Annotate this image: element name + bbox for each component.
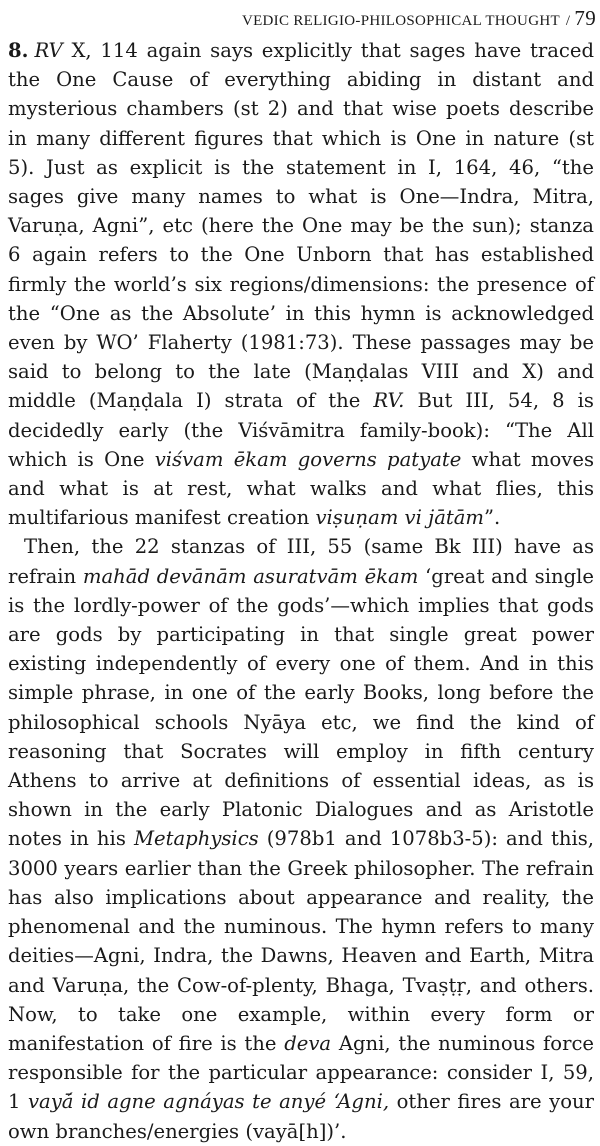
italic-text: vayā́ id agne agnáyas te anyé ‘Agni, (27, 1090, 390, 1114)
italic-text: governs patyate (297, 447, 462, 471)
text-run (287, 448, 297, 471)
text-run: other fires are your own branches/energies (vayā[h])’. (8, 1090, 594, 1143)
paragraph-8 (8, 36, 594, 532)
text-run: Then, the 22 stanzas of III, 55 (same Bk III) have as refrain (8, 535, 594, 588)
italic-text: viṣuṇam vi jātām (315, 506, 485, 530)
text-run: But III, 54, 8 is decidedly early (the Viśvāmitra family-book): “The All which is One (8, 389, 594, 471)
italic-text: RV (34, 39, 63, 62)
chapter-title: VEDIC RELIGIO-PHILOSOPHICAL THOUGHT (241, 13, 560, 29)
text-run: what moves and what is at rest, what walks and what flies, this multifarious manifest creation (8, 447, 594, 530)
italic-text: deva (284, 1031, 332, 1055)
italic-text: mahād devānām asuratvām ēkam (82, 564, 419, 588)
text-run: ‘great and single is the lordly-power of the gods’—which implies that gods are gods by participating in that single great power existing independently of every one of them. And in this simple phrase, in one of the early Books, long before the philosophical schools Nyāya etc, we find the kind of reasoning that Socrates will employ in fifth century Athens to arrive at definitions of essential ideas, as is shown in the early Platonic Dialogues and as Aristotle notes in his (8, 564, 594, 851)
text-run: ”. (484, 506, 501, 530)
running-head (242, 6, 596, 31)
text-run: Agni, the numinous force responsible for the particular appearance: consider I, 59, 1 (8, 1031, 595, 1114)
italic-text: Metaphysics (133, 827, 259, 851)
paragraph-number: 8. (8, 39, 29, 62)
text-run: (978b1 and 1078b3-5): and this, 3000 years earlier than the Greek philosopher. The refrain has also implications about appearance and reality, the phenomenal and the numinous. The hymn refers to many deities—Agni, Indra, the Dawns, Heaven and Earth, Mitra and Varuṇa, the Cow-of-plenty, Bhaga, Tvaṣṭṛ, and others. Now, to take one example, within every form or manifestation of fire is the (8, 827, 594, 1055)
paragraph-continuation (8, 532, 594, 1145)
page-number: 79 (574, 6, 596, 30)
text-run: X, 114 again says explicitly that sages have traced the One Cause of everything abiding in distant and mysterious chambers (st 2) and that wise poets describe in many different figures that which is One in nature (st 5). Just as explicit is the statement in I, 164, 46, “the sages give many names to what is One—Indra, Mitra, Varuṇa, Agni”, etc (here the One may be the sun); stanza 6 again refers to the One Unborn that has established firmly the world’s six regions/dimensions: the presence of the “One as the Absolute’ in this hymn is acknowledged even by WO’ Flaherty (1981:73). These passages may be said to belong to the late (Maṇḍalas VIII and X) and middle (Maṇḍala I) strata of the (8, 39, 594, 413)
header-separator: / (565, 13, 571, 29)
italic-text: RV. (373, 389, 405, 413)
italic-text: viśvam ēkam (154, 447, 288, 471)
body-text (8, 36, 594, 1146)
